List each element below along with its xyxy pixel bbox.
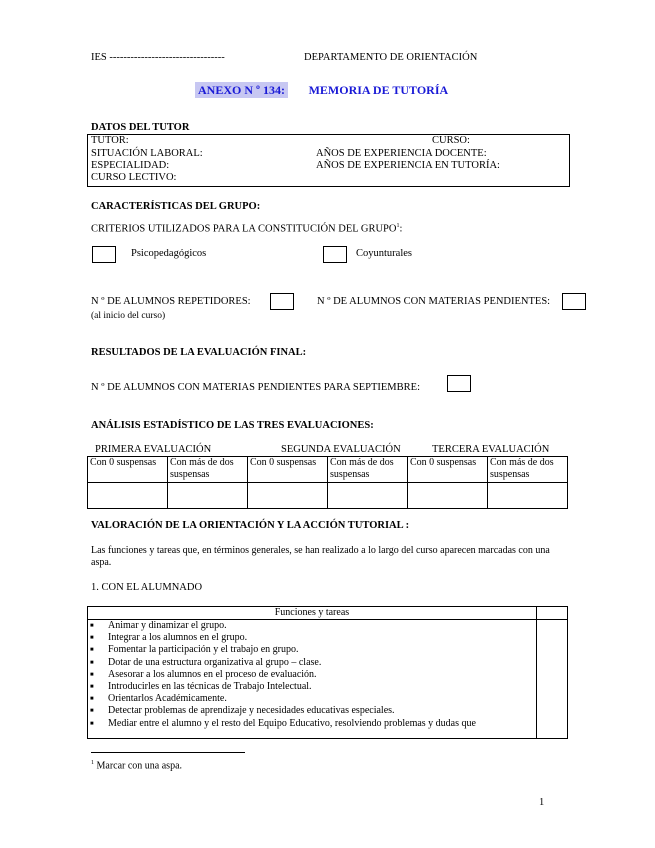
list-item: ■ Integrar a los alumnos en el grupo. xyxy=(88,632,536,644)
footnote-divider xyxy=(91,752,245,753)
exp-tutoria-label: AÑOS DE EXPERIENCIA EN TUTORÍA: xyxy=(316,160,500,171)
option-psicopedagogicos: Psicopedagógicos xyxy=(131,248,207,259)
document-title: MEMORIA DE TUTORÍA xyxy=(308,83,449,97)
situacion-label: SITUACIÓN LABORAL: xyxy=(91,148,203,159)
criteria-label xyxy=(91,223,402,235)
footnote-number: 1 xyxy=(91,760,94,766)
tutor-heading: DATOS DEL TUTOR xyxy=(91,122,190,133)
list-item: ■ Detectar problemas de aprendizaje y necesidades educativas especiales. xyxy=(88,705,536,717)
stats-col-zero-2: Con 0 suspensas xyxy=(248,457,328,483)
list-item: ■ Dotar de una estructura organizativa al grupo – clase. xyxy=(88,657,536,669)
tutor-label: TUTOR: xyxy=(91,135,129,146)
pendientes-input[interactable] xyxy=(562,293,586,310)
septiembre-input[interactable] xyxy=(447,375,471,392)
repetidores-note: (al inicio del curso) xyxy=(91,311,166,321)
stats-table xyxy=(87,456,568,509)
checkbox-coyunturales[interactable] xyxy=(323,246,347,263)
septiembre-label: N º DE ALUMNOS CON MATERIAS PENDIENTES PARA SEPTIEMBRE: xyxy=(91,382,420,393)
repetidores-label: N º DE ALUMNOS REPETIDORES: xyxy=(91,296,251,307)
option-coyunturales: Coyunturales xyxy=(356,248,412,259)
curso-label: CURSO: xyxy=(432,135,470,146)
valoracion-intro: Las funciones y tareas que, en términos generales, se han realizado a lo largo del curso aparecen marcadas con una aspa. xyxy=(91,545,550,568)
list-item: ■ Orientarlos Académicamente. xyxy=(88,693,536,705)
list-item: ■ Fomentar la participación y el trabajo en grupo. xyxy=(88,644,536,656)
list-item: ■ Animar y dinamizar el grupo. xyxy=(88,620,536,632)
stats-value-cell[interactable] xyxy=(88,483,168,509)
annex-number: ANEXO N º 134: xyxy=(195,82,288,98)
especialidad-label: ESPECIALIDAD: xyxy=(91,160,170,171)
exp-docente-label: AÑOS DE EXPERIENCIA DOCENTE: xyxy=(316,148,487,159)
page-number: 1 xyxy=(539,797,545,808)
section-alumnado: 1. CON EL ALUMNADO xyxy=(91,582,203,593)
tasks-list-cell xyxy=(88,620,537,739)
eval-label-1: PRIMERA EVALUACIÓN xyxy=(95,444,212,455)
tasks-table xyxy=(87,606,568,739)
footnote xyxy=(91,760,182,771)
tutor-data-box xyxy=(87,134,570,187)
header-department: DEPARTAMENTO DE ORIENTACIÓN xyxy=(304,52,478,63)
eval-label-3: TERCERA EVALUACIÓN xyxy=(432,444,550,455)
footnote-text: Marcar con una aspa. xyxy=(94,760,183,772)
stats-col-zero-3: Con 0 suspensas xyxy=(408,457,488,483)
tasks-list xyxy=(88,620,536,738)
footnote-ref: 1 xyxy=(396,223,400,229)
criteria-text: CRITERIOS UTILIZADOS PARA LA CONSTITUCIÓN DEL GRUPO xyxy=(91,223,397,235)
repetidores-input[interactable] xyxy=(270,293,294,310)
stats-value-cell[interactable] xyxy=(328,483,408,509)
tasks-mark-header xyxy=(536,607,567,620)
curso-lectivo-label: CURSO LECTIVO: xyxy=(91,172,177,183)
stats-col-more-1: Con más de dos suspensas xyxy=(168,457,248,483)
eval-label-2: SEGUNDA EVALUACIÓN xyxy=(281,444,401,455)
stats-col-zero-1: Con 0 suspensas xyxy=(88,457,168,483)
valoracion-heading: VALORACIÓN DE LA ORIENTACIÓN Y LA ACCIÓN TUTORIAL : xyxy=(91,520,410,531)
group-heading: CARACTERÍSTICAS DEL GRUPO: xyxy=(91,201,261,212)
tasks-header-row xyxy=(88,607,568,620)
header-ies: IES --------------------------------- xyxy=(91,52,225,63)
stats-col-more-3: Con más de dos suspensas xyxy=(488,457,568,483)
list-item: ■ Mediar entre el alumno y el resto del Equipo Educativo, resolviendo problemas y dudas que xyxy=(88,718,536,730)
stats-value-cell[interactable] xyxy=(248,483,328,509)
stats-value-cell[interactable] xyxy=(408,483,488,509)
stats-value-row xyxy=(88,483,568,509)
tasks-header: Funciones y tareas xyxy=(88,607,537,620)
list-item: ■ Introducirles en las técnicas de Trabajo Intelectual. xyxy=(88,681,536,693)
stats-value-cell[interactable] xyxy=(488,483,568,509)
list-item: ■ Asesorar a los alumnos en el proceso de evaluación. xyxy=(88,669,536,681)
tasks-mark-cell[interactable] xyxy=(536,620,567,739)
page-title xyxy=(195,83,448,98)
stats-heading: ANÁLISIS ESTADÍSTICO DE LAS TRES EVALUACIONES: xyxy=(91,420,374,431)
final-heading: RESULTADOS DE LA EVALUACIÓN FINAL: xyxy=(91,347,307,358)
stats-header-row xyxy=(88,457,568,483)
tasks-body-row xyxy=(88,620,568,739)
pendientes-label: N º DE ALUMNOS CON MATERIAS PENDIENTES: xyxy=(317,296,551,307)
criteria-colon: : xyxy=(399,223,403,235)
stats-col-more-2: Con más de dos suspensas xyxy=(328,457,408,483)
checkbox-psicopedagogicos[interactable] xyxy=(92,246,116,263)
stats-value-cell[interactable] xyxy=(168,483,248,509)
